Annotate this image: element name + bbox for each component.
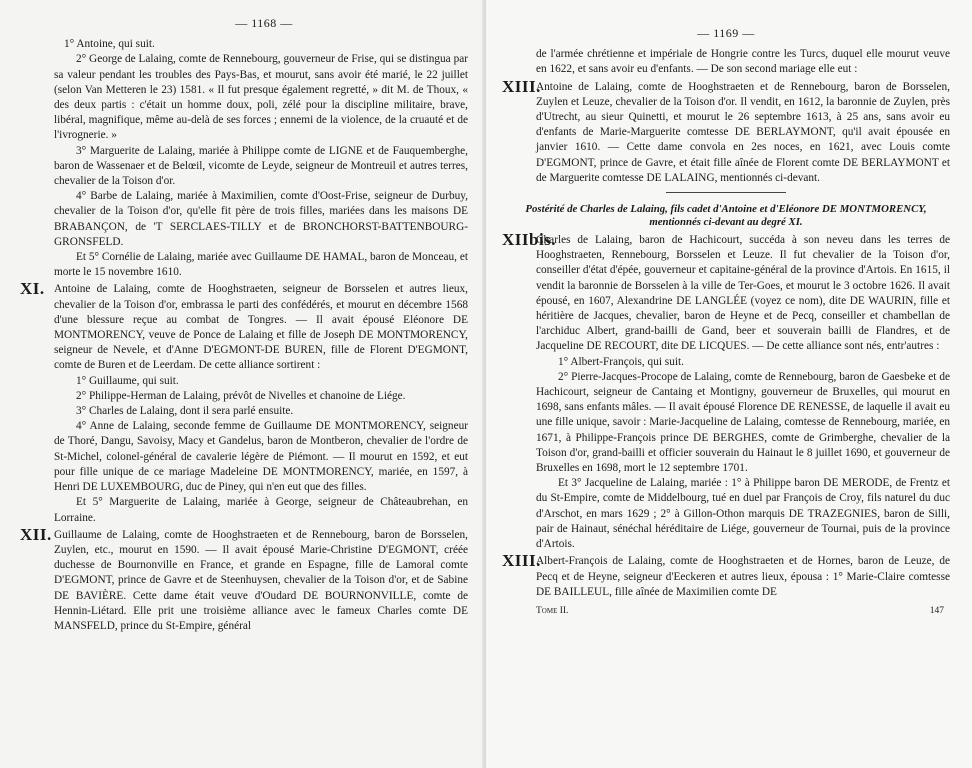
generation-text: Charles de Lalaing, baron de Hachicourt, succéda à son neveu dans les terres de Hooghstraeten, Rennebourg, Borsselen et Leuze. Il fut chevalier de la Toison d'or, conseiller d'état d'épée, gouverneur et capitaine-général de la province d'Artois. En 1615, il vendit la baronnie de Borsselen à la ville de Ter-Goes, et mourut le 3 octobre 1626. Il avait épousé, en 1607, Alexandrine DE LANGLÉE (voyez ce nom), dite DE WAURIN, fille et héritière de Jacques, chevalier, baron de Heyne et de Pecq, conseiller et chambellan de l'archiduc Albert, grand-bailli de Gand, beer et souverain bailli de Flandres, et de Jacqueline DE RECOURT, dite DE LICQUES. — De cette alliance sont nés, entr'autres : — [536, 234, 950, 353]
child-entry: Et 3° Jacqueline de Lalaing, mariée : 1° à Philippe baron DE MERODE, de Frentz et du St-Empire, comte de Middelbourg, tué en duel par François de Croy, fils naturel du duc d'Arschot, en mars 1629 ; 2° à Gillon-Othon marquis DE TRAZEGNIES, baron de Silli, pair de Hainaut, sénéchal héréditaire de Liége, gouverneur de Tournai, puis de la province d'Artois. — [536, 477, 950, 551]
child-entry: 2° George de Lalaing, comte de Rennebourg, gouverneur de Frise, qui se distingua par sa valeur pendant les troubles des Pays-Bas, et mourut, sans avoir été marié, le 22 juillet (selon Van Metteren le 23) 1581. « Il fut presque également regretté, » dit M. de Thoux, « des deux partis : c'était un homme doux, poli, zélé pour la discipline militaire, brave, libéral, magnifique, même au-delà de ses forces ; ennemi de la violence, de la cruauté et de l'ivrognerie. » — [54, 53, 468, 142]
child-entry: 3° Marguerite de Lalaing, mariée à Philippe comte de LIGNE et de Fauquemberghe, baron de Wassenaer et de Belœil, vicomte de Leyde, seigneur de Montreuil et autres terres, chevalier de la Toison d'or. — [54, 144, 468, 188]
child-entry: 1° Antoine, qui suit. — [64, 38, 155, 51]
child-entry: Et 5° Cornélie de Lalaing, mariée avec Guillaume DE HAMAL, baron de Monceau, et morte le 15 novembre 1610. — [54, 251, 468, 279]
child-entry: 2° Pierre-Jacques-Procope de Lalaing, comte de Rennebourg, baron de Gaesbeke et de Hachicourt, seigneur de Cantaing et Montigny, gouverneur de Bruxelles, qui mourut en 1698, sans enfants mâles. — Il avait épousé Florence DE RENESSE, de laquelle il avait eu une fille unique, savoir : Marie-Jacqueline de Lalaing, comtesse de Rennebourg, mariée, en 1671, à Philippe-François prince DE BERGHES, comte de Grimberghe, chevalier de la Toison d'or, grand-bailli et officier souverain du Hainaut le 8 juillet 1690, et gouverneur de Bruxelles en 1698, mort le 12 septembre 1701. — [536, 370, 950, 475]
generation-entry — [20, 524, 468, 634]
divider-rule — [666, 192, 786, 193]
page-number-left: — 1168 — — [235, 16, 293, 30]
section-heading: Postérité de Charles de Lalaing, fils cadet d'Antoine et d'Eléonore DE MONTMORENCY, mentionnés ci-devant au degré XI. — [525, 203, 927, 229]
right-page — [486, 0, 972, 768]
generation-entry — [20, 279, 468, 373]
generation-number: XIIbis. — [502, 230, 557, 250]
child-entry: 2° Philippe-Herman de Lalaing, prévôt de Nivelles et chanoine de Liége. — [76, 389, 406, 402]
generation-text: Guillaume de Lalaing, comte de Hooghstraeten et de Rennebourg, baron de Borsselen, Zuylen, etc., mourut en 1590. — Il avait épousé Marie-Christine D'EGMONT, créée duchesse de Bournonville en France, et grande en Espagne, fille de Lamoral comte D'EGMONT, prince de Gavre et de Steenhuysen, chevalier de la Toison d'or, et de Sabine DE BAVIÈRE. Cette dame était veuve d'Oudard DE BOURNONVILLE, comte de Hennin-Liétard. Elle prit une troisième alliance avec le fameux Charles comte DE MANSFELD, prince du St-Empire, général — [54, 528, 468, 632]
generation-number: XII. — [20, 524, 52, 544]
generation-number: XI. — [20, 279, 45, 299]
child-entry: Et 5° Marguerite de Lalaing, mariée à George, seigneur de Châteaubrehan, en Lorraine. — [54, 496, 468, 524]
page-footer — [502, 604, 950, 619]
child-entry: 1° Guillaume, qui suit. — [76, 374, 179, 387]
page-number-right: — 1169 — — [697, 26, 755, 40]
generation-entry — [502, 76, 950, 186]
tome-label: Tome II. — [536, 605, 569, 616]
child-entry: 4° Anne de Lalaing, seconde femme de Guillaume DE MONTMORENCY, seigneur de Thoré, Dangu, Savoisy, Macy et Gandelus, baron de Montberon, chevalier de l'ordre de St-Michel, colonel-général de cavalerie légère de Piémont. — Il mourut en 1592, et eut pour fille unique de ce mariage Madeleine DE MONTMORENCY, mariée, en 1597, à Henri DE LUXEMBOURG, duc de Piney, qui n'en eut que des filles. — [54, 420, 468, 494]
generation-text: Antoine de Lalaing, comte de Hooghstraeten et de Rennebourg, baron de Borsselen, Zuylen et Leuze, chevalier de la Toison d'or. Il vendit, en 1612, la baronnie de Zuylen, près d'Utrecht, au sieur Quinetti, et mourut le 26 septembre 1613, à 25 ans, sans avoir eu d'enfants de Marie-Marguerite comtesse DE BERLAYMONT, qu'il avait épousée en janvier 1610. — Cette dame convola en 2es noces, en 1621, avec Louis comte D'EGMONT, prince de Gavre, et était fille aînée de Florent comte DE BERLAYMONT et de Marguerite comtesse DE LALAING, mentionnés ci-devant. — [536, 80, 950, 184]
continued-text: de l'armée chrétienne et impériale de Hongrie contre les Turcs, duquel elle mourut veuve en 1622, et sans avoir eu d'enfants. — De son second mariage elle eut : — [536, 48, 950, 76]
generation-number: XIII. — [502, 551, 541, 571]
generation-text: Antoine de Lalaing, comte de Hooghstraeten, seigneur de Borsselen et autres lieux, chevalier de la Toison d'or, embrassa le parti des confédérés, et mourut en décembre 1568 d'une blessure reçue au combat de Tongres. — Il avait épousé Eléonore DE MONTMORENCY, veuve de Ponce de Lalaing et fille de Joseph DE MONTMORENCY, seigneur de Nevele, et d'Anne D'EGMONT-DE BUREN, fille de Florent D'EGMONT, comte de Buren et de Leerdam. De cette alliance sortirent : — [54, 283, 468, 372]
child-entry: 1° Albert-François, qui suit. — [558, 355, 684, 368]
generation-entry — [502, 230, 950, 355]
generation-number: XIII. — [502, 76, 541, 96]
child-entry: 3° Charles de Lalaing, dont il sera parlé ensuite. — [76, 405, 294, 418]
child-entry: 4° Barbe de Lalaing, mariée à Maximilien, comte d'Oost-Frise, seigneur de Durbuy, chevalier de la Toison d'or, qu'elle fit père de trois filles, mariées dans les maisons DE BRABANÇON, de 'T SERCLAES-TILLY et de BRONCHORST-BATTENBOURG-GRONSFELD. — [54, 190, 468, 248]
signature-mark: 147 — [929, 605, 944, 616]
generation-text: Albert-François de Lalaing, comte de Hooghstraeten et de Hornes, baron de Leuze, de Pecq et de Heyne, seigneur d'Eeckeren et autres lieux, épousa : 1° Marie-Claire comtesse DE BAILLEUL, fille aînée de Maximilien comte DE — [536, 555, 950, 598]
generation-entry — [502, 551, 950, 600]
